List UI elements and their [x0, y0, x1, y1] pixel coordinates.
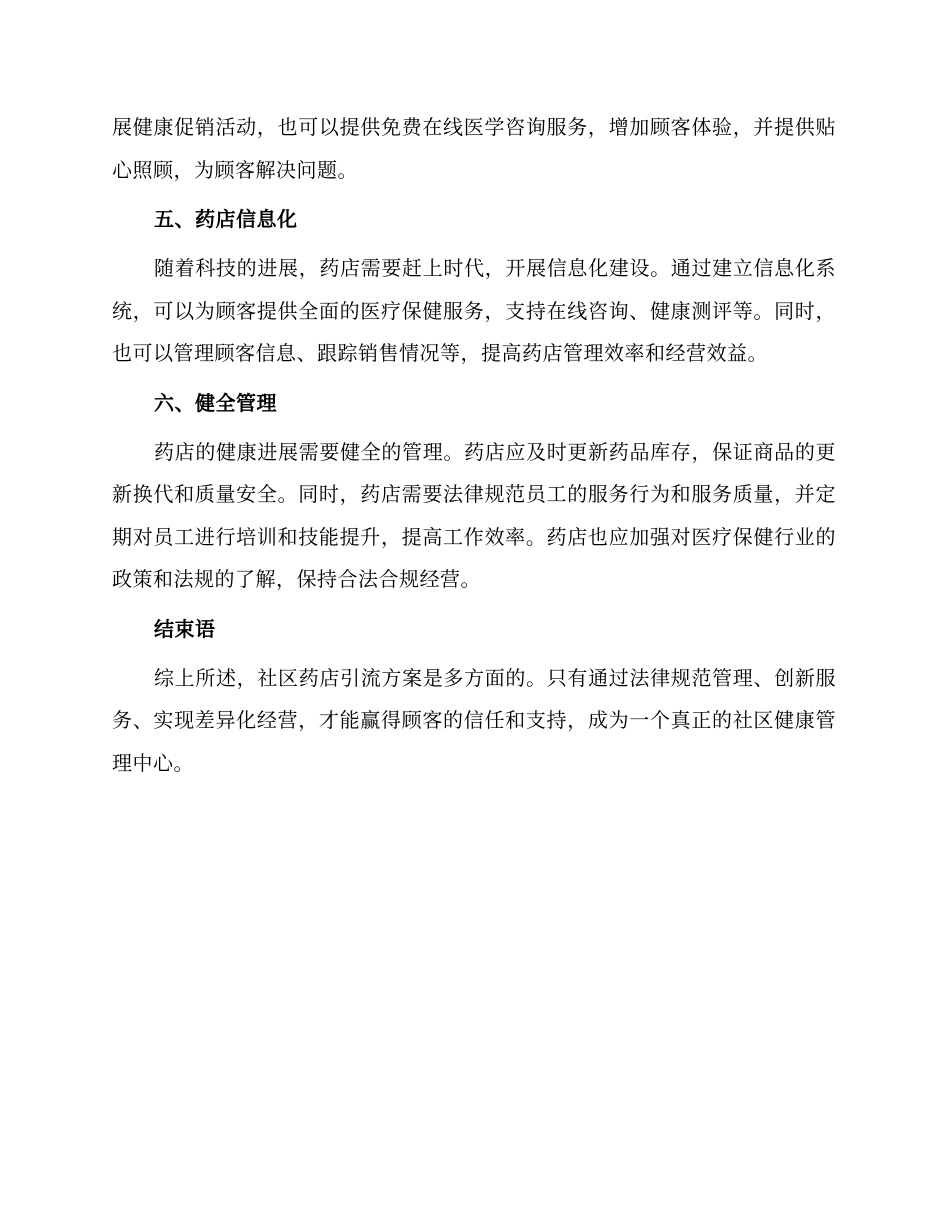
paragraph-informatization: 随着科技的进展，药店需要赶上时代，开展信息化建设。通过建立信息化系统，可以为顾客提供全面的医疗保健服务，支持在线咨询、健康测评等。同时，也可以管理顾客信息、跟踪销售情况等，提高药店管理效率和经营效益。 — [112, 256, 836, 365]
document-body — [112, 106, 836, 784]
section-heading-informatization: 五、药店信息化 — [154, 207, 298, 231]
paragraph-conclusion: 综上所述，社区药店引流方案是多方面的。只有通过法律规范管理、创新服务、实现差异化经营，才能赢得顾客的信任和支持，成为一个真正的社区健康管理中心。 — [112, 665, 836, 775]
paragraph-management: 药店的健康进展需要健全的管理。药店应及时更新药品库存，保证商品的更新换代和质量安全。同时，药店需要法律规范员工的服务行为和服务质量，并定期对员工进行培训和技能提升，提高工作效率。药店也应加强对医疗保健行业的政策和法规的了解，保持合法合规经营。 — [112, 439, 836, 591]
section-heading-management: 六、健全管理 — [154, 390, 277, 415]
paragraph-continuation: 展健康促销活动，也可以提供免费在线医学咨询服务，增加顾客体验，并提供贴心照顾，为顾客解决问题。 — [112, 115, 836, 182]
section-heading-conclusion: 结束语 — [154, 616, 216, 641]
